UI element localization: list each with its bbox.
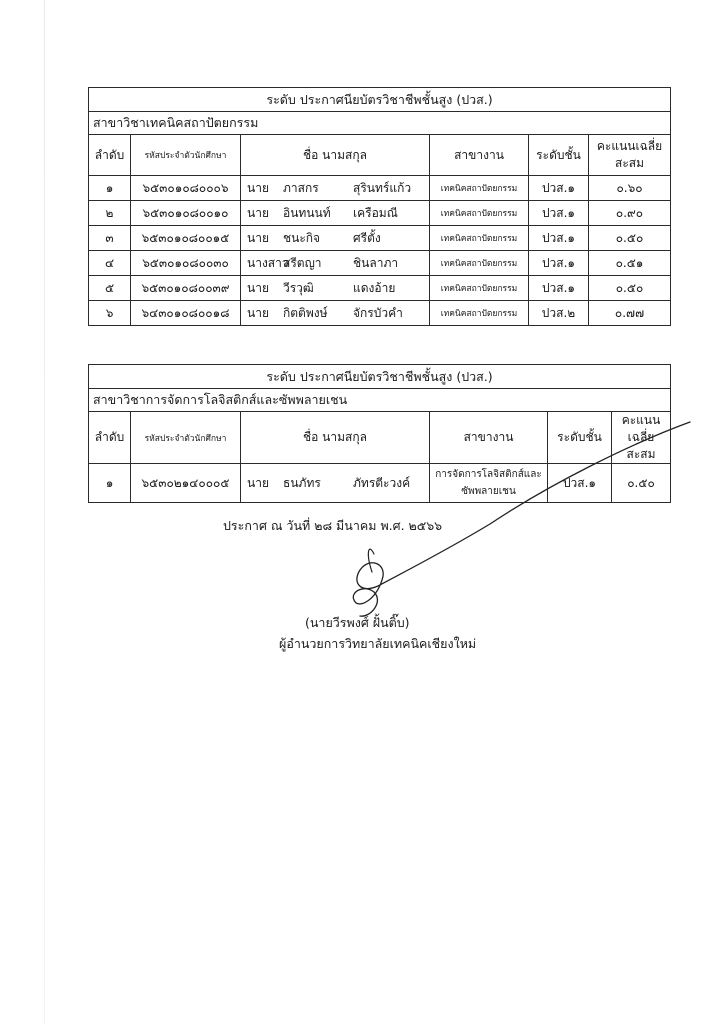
level: ปวส.๑ <box>529 226 589 251</box>
level: ปวส.๒ <box>529 301 589 326</box>
student-id: ๖๕๓๐๑๐๘๐๐๓๐ <box>131 251 241 276</box>
student-id: ๖๕๓๐๑๐๘๐๐๑๕ <box>131 226 241 251</box>
student-id: ๖๕๓๐๑๐๘๐๐๓๙ <box>131 276 241 301</box>
name-prefix: นาย <box>247 280 269 295</box>
gpa-score: ๐.๕๑ <box>589 251 671 276</box>
gpa-score: ๐.๕๐ <box>612 464 671 503</box>
student-id: ๖๕๓๐๒๑๔๐๐๐๕ <box>131 464 241 503</box>
table-row <box>89 301 671 326</box>
table-row <box>89 226 671 251</box>
level: ปวส.๑ <box>548 464 612 503</box>
level: ปวส.๑ <box>529 176 589 201</box>
row-number: ๒ <box>89 201 131 226</box>
row-number: ๕ <box>89 276 131 301</box>
header-student-id: รหัสประจำตัวนักศึกษา <box>131 135 241 176</box>
header-no: ลำดับ <box>89 412 131 464</box>
row-number: ๑ <box>89 176 131 201</box>
student-name <box>241 251 430 276</box>
student-name <box>241 301 430 326</box>
name-prefix: นาย <box>247 205 269 220</box>
branch: เทคนิคสถาปัตยกรรม <box>430 226 529 251</box>
row-number: ๑ <box>89 464 131 503</box>
branch: เทคนิคสถาปัตยกรรม <box>430 251 529 276</box>
branch: การจัดการโลจิสติกส์และซัพพลายเชน <box>430 464 548 503</box>
major-label: สาขาวิชาการจัดการโลจิสติกส์และซัพพลายเชน <box>89 389 671 412</box>
first-name: สรีตญา <box>283 255 322 270</box>
student-id: ๖๔๓๐๑๐๘๐๐๑๘ <box>131 301 241 326</box>
table-title: ระดับ ประกาศนียบัตรวิชาชีพชั้นสูง (ปวส.) <box>89 365 671 389</box>
row-number: ๓ <box>89 226 131 251</box>
table-row <box>89 276 671 301</box>
last-name: แดงอ้าย <box>353 280 396 295</box>
architecture-students-table <box>88 87 671 326</box>
level: ปวส.๑ <box>529 251 589 276</box>
announcement-date: ประกาศ ณ วันที่ ๒๘ มีนาคม พ.ศ. ๒๕๖๖ <box>223 518 443 533</box>
level: ปวส.๑ <box>529 201 589 226</box>
name-prefix: นาย <box>247 230 269 245</box>
first-name: ชนะกิจ <box>283 230 321 245</box>
table-row <box>89 201 671 226</box>
header-name: ชื่อ นามสกุล <box>241 412 430 464</box>
table-row <box>89 251 671 276</box>
header-score: คะแนนเฉลี่ยสะสม <box>589 135 671 176</box>
gpa-score: ๐.๖๐ <box>589 176 671 201</box>
signer-title: ผู้อำนวยการวิทยาลัยเทคนิคเชียงใหม่ <box>279 636 477 651</box>
header-name: ชื่อ นามสกุล <box>241 135 430 176</box>
gpa-score: ๐.๙๐ <box>589 201 671 226</box>
student-id: ๖๕๓๐๑๐๘๐๐๐๖ <box>131 176 241 201</box>
header-branch: สาขางาน <box>430 412 548 464</box>
table-title: ระดับ ประกาศนียบัตรวิชาชีพชั้นสูง (ปวส.) <box>89 88 671 112</box>
name-prefix: นางสาว <box>247 255 289 270</box>
branch: เทคนิคสถาปัตยกรรม <box>430 301 529 326</box>
first-name: ธนภัทร <box>283 475 321 490</box>
gpa-score: ๐.๕๐ <box>589 276 671 301</box>
header-score: คะแนนเฉลี่ยสะสม <box>612 412 671 464</box>
last-name: จักรบัวคำ <box>353 305 403 320</box>
first-name: วีรวุฒิ <box>283 280 314 295</box>
name-prefix: นาย <box>247 180 269 195</box>
branch: เทคนิคสถาปัตยกรรม <box>430 276 529 301</box>
student-name <box>241 226 430 251</box>
header-no: ลำดับ <box>89 135 131 176</box>
last-name: ชินลาภา <box>353 255 399 270</box>
table-row <box>89 176 671 201</box>
branch: เทคนิคสถาปัตยกรรม <box>430 201 529 226</box>
first-name: อินทนนท์ <box>283 205 331 220</box>
student-name <box>241 201 430 226</box>
name-prefix: นาย <box>247 475 269 490</box>
level: ปวส.๑ <box>529 276 589 301</box>
header-branch: สาขางาน <box>430 135 529 176</box>
gpa-score: ๐.๕๐ <box>589 226 671 251</box>
student-name <box>241 276 430 301</box>
header-level: ระดับชั้น <box>529 135 589 176</box>
row-number: ๖ <box>89 301 131 326</box>
row-number: ๔ <box>89 251 131 276</box>
header-level: ระดับชั้น <box>548 412 612 464</box>
last-name: สุรินทร์แก้ว <box>353 180 412 195</box>
page-edge-shadow <box>44 0 45 1024</box>
first-name: กิตติพงษ์ <box>283 305 328 320</box>
branch: เทคนิคสถาปัตยกรรม <box>430 176 529 201</box>
student-id: ๖๕๓๐๑๐๘๐๐๑๐ <box>131 201 241 226</box>
name-prefix: นาย <box>247 305 269 320</box>
signer-name: (นายวีรพงศ์ ฝั้นติ๊บ) <box>305 615 410 630</box>
first-name: ภาสกร <box>283 180 319 195</box>
last-name: ศรีตั้ง <box>353 230 381 245</box>
student-name <box>241 176 430 201</box>
last-name: ภัทรตีะวงค์ <box>353 475 411 490</box>
gpa-score: ๐.๗๗ <box>589 301 671 326</box>
major-label: สาขาวิชาเทคนิคสถาปัตยกรรม <box>89 112 671 135</box>
header-student-id: รหัสประจำตัวนักศึกษา <box>131 412 241 464</box>
last-name: เครือมณี <box>353 205 398 220</box>
header-row <box>89 135 671 176</box>
